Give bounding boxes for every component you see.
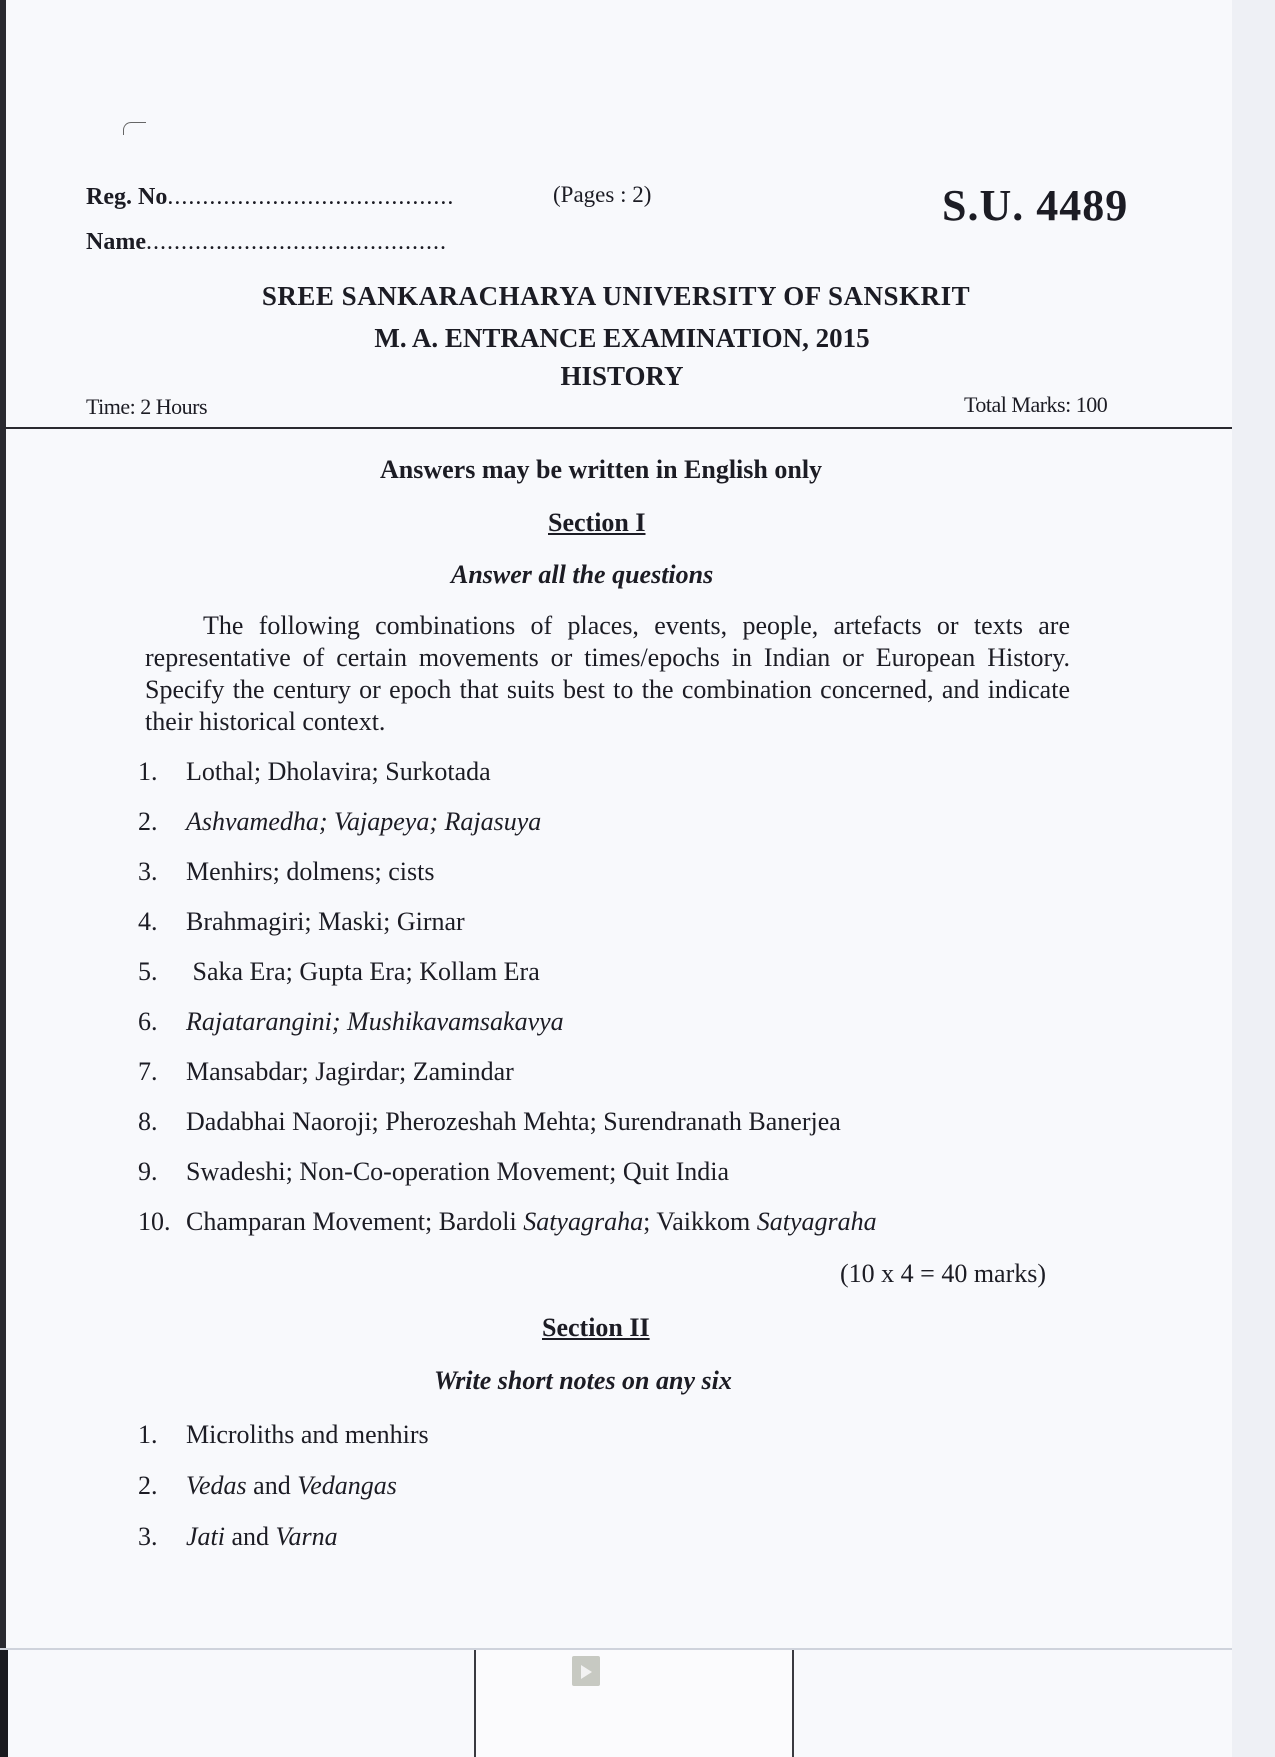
header-rule — [0, 427, 1232, 429]
list-item: 2. Ashvamedha; Vajapeya; Rajasuya — [138, 807, 542, 836]
university-name: SREE SANKARACHARYA UNIVERSITY OF SANSKRIT — [261, 281, 971, 311]
section-2-questions — [138, 1419, 429, 1572]
reg-no-field: Reg. No......................................... — [86, 184, 455, 210]
page-count: (Pages : 2) — [553, 182, 652, 207]
name-field: Name........................................... — [86, 229, 447, 255]
list-item: 1. Lothal; Dholavira; Surkotada — [138, 757, 491, 786]
list-item: 3. Menhirs; dolmens; cists — [138, 857, 435, 886]
list-item: 8. Dadabhai Naoroji; Pherozeshah Mehta; Surendranath Banerjea — [138, 1107, 841, 1136]
list-item: 3. Jati and Varna — [138, 1522, 338, 1551]
subject-title: HISTORY — [560, 361, 684, 391]
scan-mark — [123, 122, 146, 135]
list-item: 7. Mansabdar; Jagirdar; Zamindar — [138, 1057, 514, 1086]
section-1-questions — [138, 756, 877, 1256]
list-item: 9. Swadeshi; Non-Co-operation Movement; Quit India — [138, 1157, 730, 1186]
scan-left-edge — [0, 0, 6, 1757]
list-item: 5. Saka Era; Gupta Era; Kollam Era — [138, 957, 540, 986]
section-1-instruction: Answer all the questions — [451, 560, 714, 589]
section-1-marks: (10 x 4 = 40 marks) — [840, 1259, 1047, 1288]
section-1-heading: Section I — [548, 508, 646, 537]
paper-code: S.U. 4489 — [942, 181, 1129, 230]
binder-tab — [474, 1650, 794, 1757]
section-1-paragraph: The following combinations of places, events, people, artefacts or texts are representative of certain movements or times/epochs in Indian or European History. Specify the century or epoch that suits best to the combination concerned, and indicate their historical context. — [145, 611, 1070, 736]
list-item: 6. Rajatarangini; Mushikavamsakavya — [138, 1007, 564, 1036]
scan-left-edge-bottom — [0, 1650, 8, 1757]
list-item: 2. Vedas and Vedangas — [138, 1471, 397, 1500]
list-item: 4. Brahmagiri; Maski; Girnar — [138, 907, 465, 936]
film-icon — [572, 1656, 600, 1686]
section-2-heading: Section II — [542, 1313, 650, 1342]
scan-right-margin — [1232, 0, 1275, 1757]
section-2-instruction: Write short notes on any six — [434, 1366, 732, 1395]
time-allowed: Time: 2 Hours — [86, 394, 208, 419]
total-marks: Total Marks: 100 — [964, 392, 1108, 417]
list-item: 1. Microliths and menhirs — [138, 1420, 429, 1449]
language-instruction: Answers may be written in English only — [380, 455, 823, 484]
list-item: 10. Champaran Movement; Bardoli Satyagraha; Vaikkom Satyagraha — [138, 1207, 877, 1236]
exam-title: M. A. ENTRANCE EXAMINATION, 2015 — [374, 323, 870, 353]
